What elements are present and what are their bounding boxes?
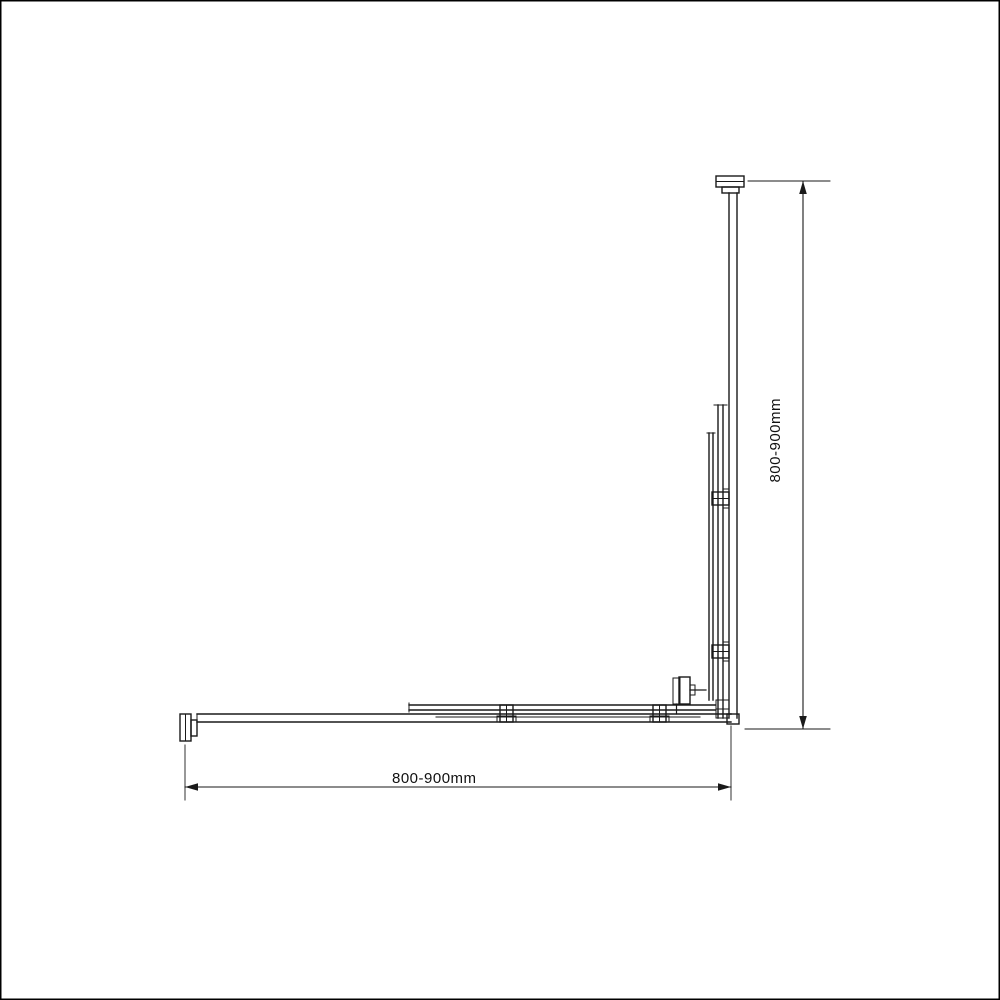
width-dimension-label: 800-900mm — [392, 770, 477, 787]
height-dimension-label: 800-900mm — [767, 398, 784, 483]
page-border — [1, 1, 1000, 1000]
horizontal-roller-bracket-left — [497, 705, 516, 722]
horizontal-roller-bracket-right — [650, 705, 669, 722]
vertical-roller-bracket-lower — [712, 642, 729, 661]
vertical-roller-bracket-upper — [712, 489, 729, 508]
